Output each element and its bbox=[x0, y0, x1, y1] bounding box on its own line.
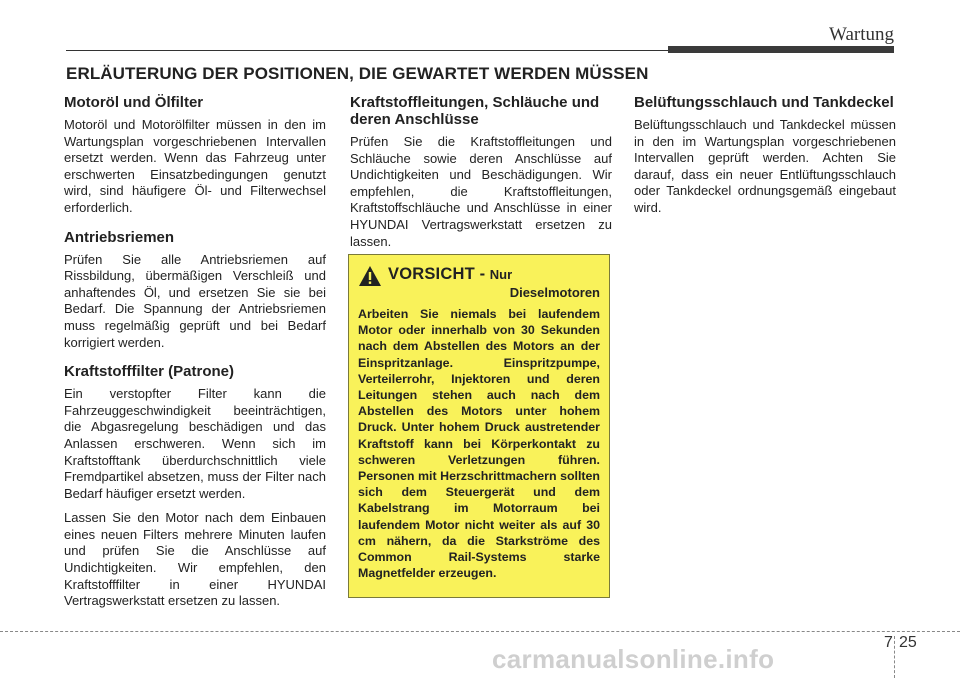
warning-title bbox=[358, 265, 600, 300]
warning-text: Arbeiten Sie niemals bei laufendem Motor oder innerhalb von 30 Sekunden nach dem Abstellen des Motors an der Einspritzanlage. Einspritzpumpe, Verteilerrohr, Injektoren und deren Leitungen stehen auch nach dem Abstellen des Motors unter hohem Druck. Unter hohem Druck austretender Kraftstoff kann bei Körperkontakt zu schweren Verletzungen führen. Personen mit Herzschrittmachern sollten sich dem Steuergerät und dem Kabelstrang im Motorraum bei laufendem Motor nicht weiter als auf 30 cm nähern, da die Starkströme des Common Rail-Systems starke Magnetfelder erzeugen. bbox=[358, 307, 600, 581]
warning-triangle-icon bbox=[358, 265, 382, 287]
fuel-lines-heading: Kraftstoffleitungen, Schläuche und deren Anschlüsse bbox=[350, 94, 600, 128]
oil-heading: Motoröl und Ölfilter bbox=[64, 94, 204, 111]
fuel-filter-heading: Kraftstofffilter (Patrone) bbox=[64, 363, 235, 381]
page-chapter: 7 bbox=[884, 634, 893, 651]
page-number: 25 bbox=[899, 634, 917, 651]
page-separator bbox=[894, 636, 895, 678]
belt-heading: Antriebsriemen bbox=[64, 228, 175, 246]
fuel-filter-text-1: Ein verstopfter Filter kann die Fahrzeuggeschwindigkeit beeinträchtigen, die Abgasregelung beschädigen und das Anlassen erschweren. Wenn sich im Kraftstofftank überdurchschnittlich viele Fremdpartikel absetzen, muss der Filter nach Bedarf häufiger ersetzt werden. bbox=[64, 386, 326, 501]
vent-text: Belüftungsschlauch und Tankdeckel müssen in den im Wartungsplan vorgeschriebenen Intervallen geprüft werden. Achten Sie darauf, dass ein neuer Entlüftungsschlauch oder Tankdeckel ordnungsgemäß eingebaut wird. bbox=[634, 117, 896, 215]
oil-text: Motoröl und Motorölfilter müssen in den im Wartungsplan vorgeschriebenen Intervallen ersetzt werden. Wenn das Fahrzeug unter erschwerten Einsatzbedingungen genutzt wird, sind häufigere Öl- und Filterwechsel erforderlich. bbox=[64, 117, 326, 215]
header-rule-thin bbox=[66, 50, 670, 51]
watermark: carmanualsonline.info bbox=[492, 644, 775, 674]
column-right bbox=[634, 94, 896, 229]
warning-subtitle-1: Nur bbox=[489, 267, 513, 282]
warning-box bbox=[348, 254, 610, 598]
column-middle bbox=[350, 94, 612, 262]
section-heading: ERLÄUTERUNG DER POSITIONEN, DIE GEWARTET WERDEN MÜSSEN bbox=[66, 64, 649, 83]
warning-title-text bbox=[388, 265, 600, 300]
fuel-filter-text-2: Lassen Sie den Motor nach dem Einbauen eines neuen Filters mehrere Minuten laufen und prüfen Sie die Anschlüsse auf Undichtigkeiten. Wir empfehlen, den Kraftstofffilter in einer HYUNDAI Vertragswerkstatt ersetzen zu lassen. bbox=[64, 510, 326, 609]
header-rule-thick bbox=[668, 46, 894, 53]
warning-label: VORSICHT - bbox=[388, 265, 486, 283]
belt-text: Prüfen Sie alle Antriebsriemen auf Rissbildung, übermäßigen Verschleiß und anhaftendes Öl, und ersetzen Sie sie bei Bedarf. Die Spannung der Antriebsriemen muss regelmäßig geprüft und bei Bedarf korrigiert werden. bbox=[64, 251, 326, 350]
column-left bbox=[64, 94, 326, 622]
fuel-lines-text: Prüfen Sie die Kraftstoffleitungen und Schläuche sowie deren Anschlüsse auf Undichtigkeiten und Beschädigungen. Wir empfehlen, die Kraftstoffleitungen, Kraftstoffschläuche und Anschlüsse in einer HYUNDAI Vertragswerkstatt ersetzen zu lassen. bbox=[350, 134, 612, 249]
warning-subtitle-2: Dieselmotoren bbox=[509, 285, 600, 300]
footer-rule bbox=[0, 631, 960, 632]
header-title: Wartung bbox=[829, 24, 894, 45]
vent-heading: Belüftungsschlauch und Tankdeckel bbox=[634, 94, 894, 111]
